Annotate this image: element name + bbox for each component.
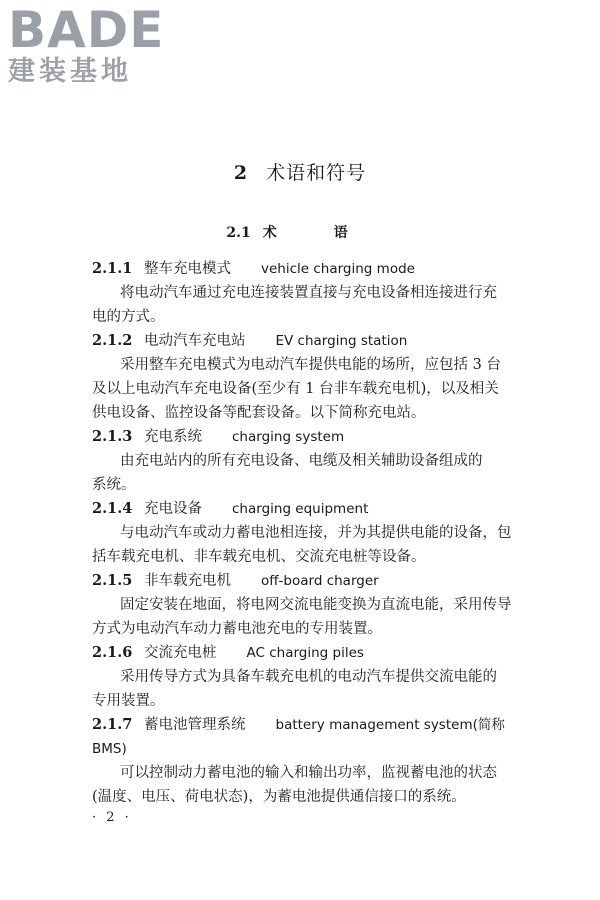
term-english: AC charging piles xyxy=(246,645,364,661)
term-english-cont: BMS) xyxy=(92,741,127,757)
chapter-heading xyxy=(0,158,600,185)
term-entry xyxy=(92,713,512,809)
term-heading xyxy=(92,713,512,737)
term-heading xyxy=(92,329,512,353)
term-chinese: 充电系统 xyxy=(144,429,202,445)
term-entry xyxy=(92,329,512,425)
section-number: 2.1 xyxy=(226,225,251,241)
term-entry xyxy=(92,497,512,569)
term-definition-line: 将电动汽车通过充电连接装置直接与充电设备相连接进行充 xyxy=(120,285,497,301)
term-number: 2.1.4 xyxy=(92,500,133,517)
term-heading xyxy=(92,257,512,281)
term-chinese: 蓄电池管理系统 xyxy=(144,717,246,733)
chapter-title: 术语和符号 xyxy=(266,162,367,184)
term-definition-line: 供电设备、监控设备等配套设备。以下简称充电站。 xyxy=(92,405,426,421)
term-number: 2.1.1 xyxy=(92,260,133,277)
term-number: 2.1.3 xyxy=(92,428,133,445)
term-english-continuation xyxy=(92,737,512,761)
term-english: battery management system(简称 xyxy=(275,717,505,733)
term-english: EV charging station xyxy=(275,333,408,349)
term-definition-line: 专用装置。 xyxy=(92,693,165,709)
term-english: charging system xyxy=(232,429,345,445)
term-entry xyxy=(92,425,512,497)
term-list xyxy=(92,257,512,809)
term-number: 2.1.2 xyxy=(92,332,133,349)
term-entry xyxy=(92,641,512,713)
term-chinese: 交流充电桩 xyxy=(144,645,217,661)
term-heading xyxy=(92,641,512,665)
page-number: · 2 · xyxy=(92,810,132,825)
term-english: charging equipment xyxy=(232,501,369,517)
section-heading xyxy=(0,222,600,242)
term-definition-line: 固定安装在地面，将电网交流电能变换为直流电能，采用传导 xyxy=(120,597,512,613)
term-definition-line: 可以控制动力蓄电池的输入和输出功率，监视蓄电池的状态 xyxy=(120,765,497,781)
term-definition-line: 系统。 xyxy=(92,477,136,493)
term-english: off-board charger xyxy=(261,573,379,589)
logo xyxy=(8,1,178,88)
term-heading xyxy=(92,497,512,521)
term-chinese: 电动汽车充电站 xyxy=(144,333,246,349)
term-number: 2.1.6 xyxy=(92,644,133,661)
term-chinese: 充电设备 xyxy=(144,501,202,517)
section-title: 术 语 xyxy=(262,225,374,241)
term-english: vehicle charging mode xyxy=(261,261,415,277)
term-chinese: 非车载充电机 xyxy=(144,573,231,589)
term-definition-line: 方式为电动汽车动力蓄电池充电的专用装置。 xyxy=(92,621,382,637)
term-definition-line: 括车载充电机、非车载充电机、交流充电桩等设备。 xyxy=(92,549,426,565)
term-definition-line: 由充电站内的所有充电设备、电缆及相关辅助设备组成的 xyxy=(120,453,483,469)
term-entry xyxy=(92,257,512,329)
term-definition-line: 采用整车充电模式为电动汽车提供电能的场所，应包括 3 台 xyxy=(120,357,501,373)
term-number: 2.1.5 xyxy=(92,572,133,589)
term-definition-line: 电的方式。 xyxy=(92,309,165,325)
logo-mark: BADE xyxy=(8,1,165,59)
term-definition-line: 采用传导方式为具备车载充电机的电动汽车提供交流电能的 xyxy=(120,669,497,685)
term-entry xyxy=(92,569,512,641)
term-definition-line: 与电动汽车或动力蓄电池相连接，并为其提供电能的设备，包 xyxy=(120,525,512,541)
term-heading xyxy=(92,569,512,593)
chapter-number: 2 xyxy=(233,162,249,184)
logo-subtitle: 建装基地 xyxy=(8,56,132,87)
term-definition-line: (温度、电压、荷电状态)，为蓄电池提供通信接口的系统。 xyxy=(92,789,466,805)
term-definition-line: 及以上电动汽车充电设备(至少有 1 台非车载充电机)，以及相关 xyxy=(92,381,499,397)
term-chinese: 整车充电模式 xyxy=(144,261,231,277)
term-heading xyxy=(92,425,512,449)
term-number: 2.1.7 xyxy=(92,716,133,733)
